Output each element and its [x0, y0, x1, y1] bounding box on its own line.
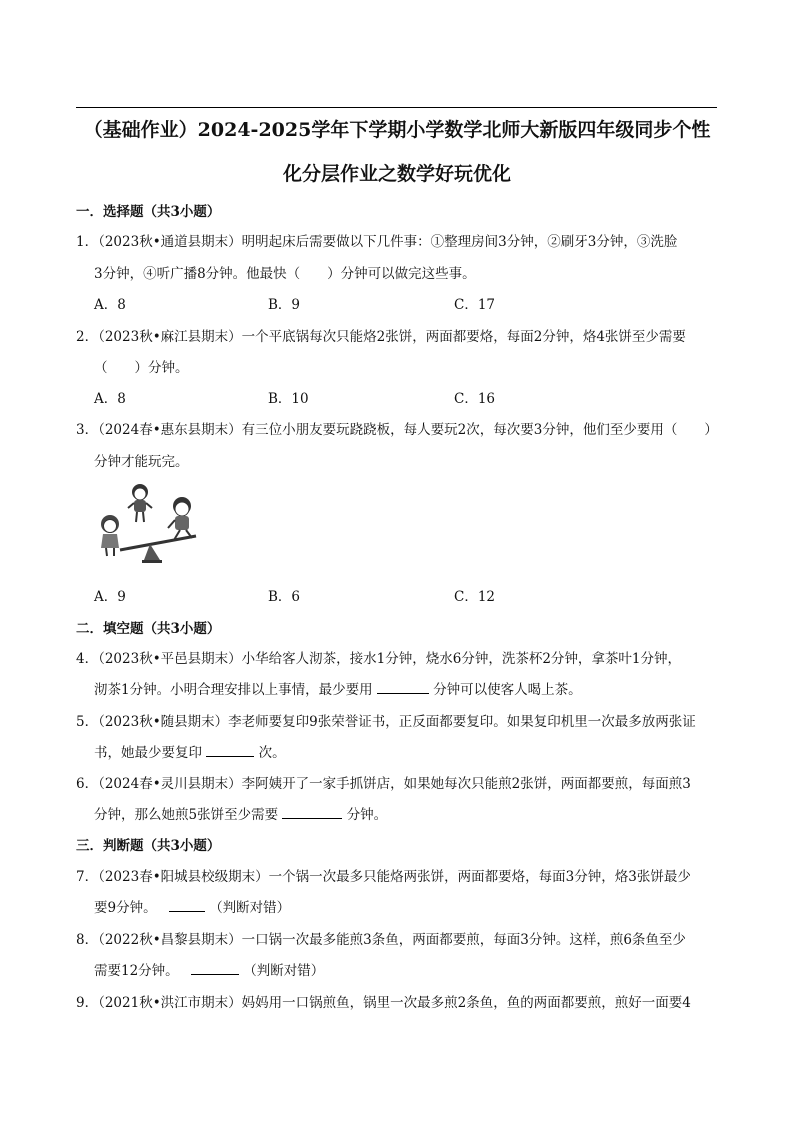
section-heading-judge: 三．判断题（共3小题） [76, 838, 221, 854]
question-8-text-before: 需要12分钟。 [94, 963, 179, 979]
question-4-line2 [94, 678, 582, 698]
boy-figure [168, 497, 192, 540]
question-5-text-after: 次。 [258, 745, 286, 761]
question-3-option-c[interactable]: C．12 [454, 589, 496, 605]
girl-figure [101, 515, 119, 556]
question-8-text-after: （判断对错） [243, 963, 325, 979]
question-9-line1: 9．（2021秋•洪江市期末）妈妈用一口锅煎鱼，锅里一次最多煎2条鱼，鱼的两面都要煎，煎好一面要4 [76, 995, 691, 1011]
question-6-text-after: 分钟。 [346, 807, 388, 823]
page-title-line1: （基础作业）2024-2025学年下学期小学数学北师大新版四年级同步个性 [83, 119, 711, 141]
question-5-answer-blank[interactable] [206, 744, 254, 757]
question-5-line2 [94, 741, 286, 761]
question-2-option-a[interactable]: A．8 [94, 391, 126, 407]
question-4-text-after: 分钟可以使客人喝上茶。 [433, 682, 582, 698]
question-4-text-before: 沏茶1分钟。小明合理安排以上事情，最少要用 [94, 682, 373, 698]
question-8-answer-blank[interactable] [191, 962, 239, 975]
question-3-option-a[interactable]: A．9 [94, 589, 126, 605]
question-8-line2 [94, 959, 324, 979]
question-6-line2 [94, 803, 387, 823]
question-7-line2 [94, 896, 290, 916]
question-7-text-after: （判断对错） [209, 900, 291, 916]
question-7-line1: 7．（2023春•阳城县校级期末）一个锅一次最多只能烙两张饼，两面都要烙，每面3分钟，烙3张饼最少 [76, 869, 691, 885]
question-6-text-before: 分钟，那么她煎5张饼至少需要 [94, 807, 279, 823]
question-1-line1: 1．（2023秋•通道县期末）明明起床后需要做以下几件事：①整理房间3分钟，②刷牙3分钟，③洗脸 [76, 234, 678, 250]
question-5-line1: 5．（2023秋•随县期末）李老师要复印9张荣誉证书，正反面都要复印。如果复印机里一次最多放两张证 [76, 714, 696, 730]
question-4-answer-blank[interactable] [377, 681, 429, 694]
question-2-option-c[interactable]: C．16 [454, 391, 496, 407]
question-6-line1: 6．（2024春•灵川县期末）李阿姨开了一家手抓饼店，如果她每次只能煎2张饼，两面都要煎，每面煎3 [76, 776, 691, 792]
question-1-option-b[interactable]: B．9 [268, 297, 301, 313]
question-2-line1: 2．（2023秋•麻江县期末）一个平底锅每次只能烙2张饼，两面都要烙，每面2分钟，烙4张饼至少需要 [76, 329, 686, 345]
section-heading-fill: 二．填空题（共3小题） [76, 621, 221, 637]
seesaw [120, 536, 196, 563]
section-heading-choice: 一．选择题（共3小题） [76, 204, 221, 220]
question-2-line2: （ ）分钟。 [94, 360, 189, 376]
standing-child-figure [128, 484, 152, 522]
question-4-line1: 4．（2023秋•平邑县期末）小华给客人沏茶，接水1分钟，烧水6分钟，洗茶杯2分钟，拿茶叶1分钟， [76, 651, 682, 667]
question-7-answer-blank[interactable] [169, 899, 205, 912]
question-6-answer-blank[interactable] [282, 806, 342, 819]
question-1-option-a[interactable]: A．8 [94, 297, 126, 313]
page-title-line2: 化分层作业之数学好玩优化 [282, 163, 511, 185]
header-rule [76, 107, 717, 108]
question-1-option-c[interactable]: C．17 [454, 297, 496, 313]
question-8-line1: 8．（2022秋•昌黎县期末）一口锅一次最多能煎3条鱼，两面都要煎，每面3分钟。这样，煎6条鱼至少 [76, 932, 686, 948]
question-2-option-b[interactable]: B．10 [268, 391, 309, 407]
seesaw-illustration [98, 478, 212, 570]
question-3-line1: 3．（2024春•惠东县期末）有三位小朋友要玩跷跷板，每人要玩2次，每次要3分钟，他们至少要用（ ） [76, 422, 718, 438]
question-3-line2: 分钟才能玩完。 [94, 454, 189, 470]
question-3-option-b[interactable]: B．6 [268, 589, 301, 605]
question-5-text-before: 书，她最少要复印 [94, 745, 202, 761]
question-7-text-before: 要9分钟。 [94, 900, 157, 916]
question-1-line2: 3分钟，④听广播8分钟。他最快（ ）分钟可以做完这些事。 [94, 266, 476, 282]
